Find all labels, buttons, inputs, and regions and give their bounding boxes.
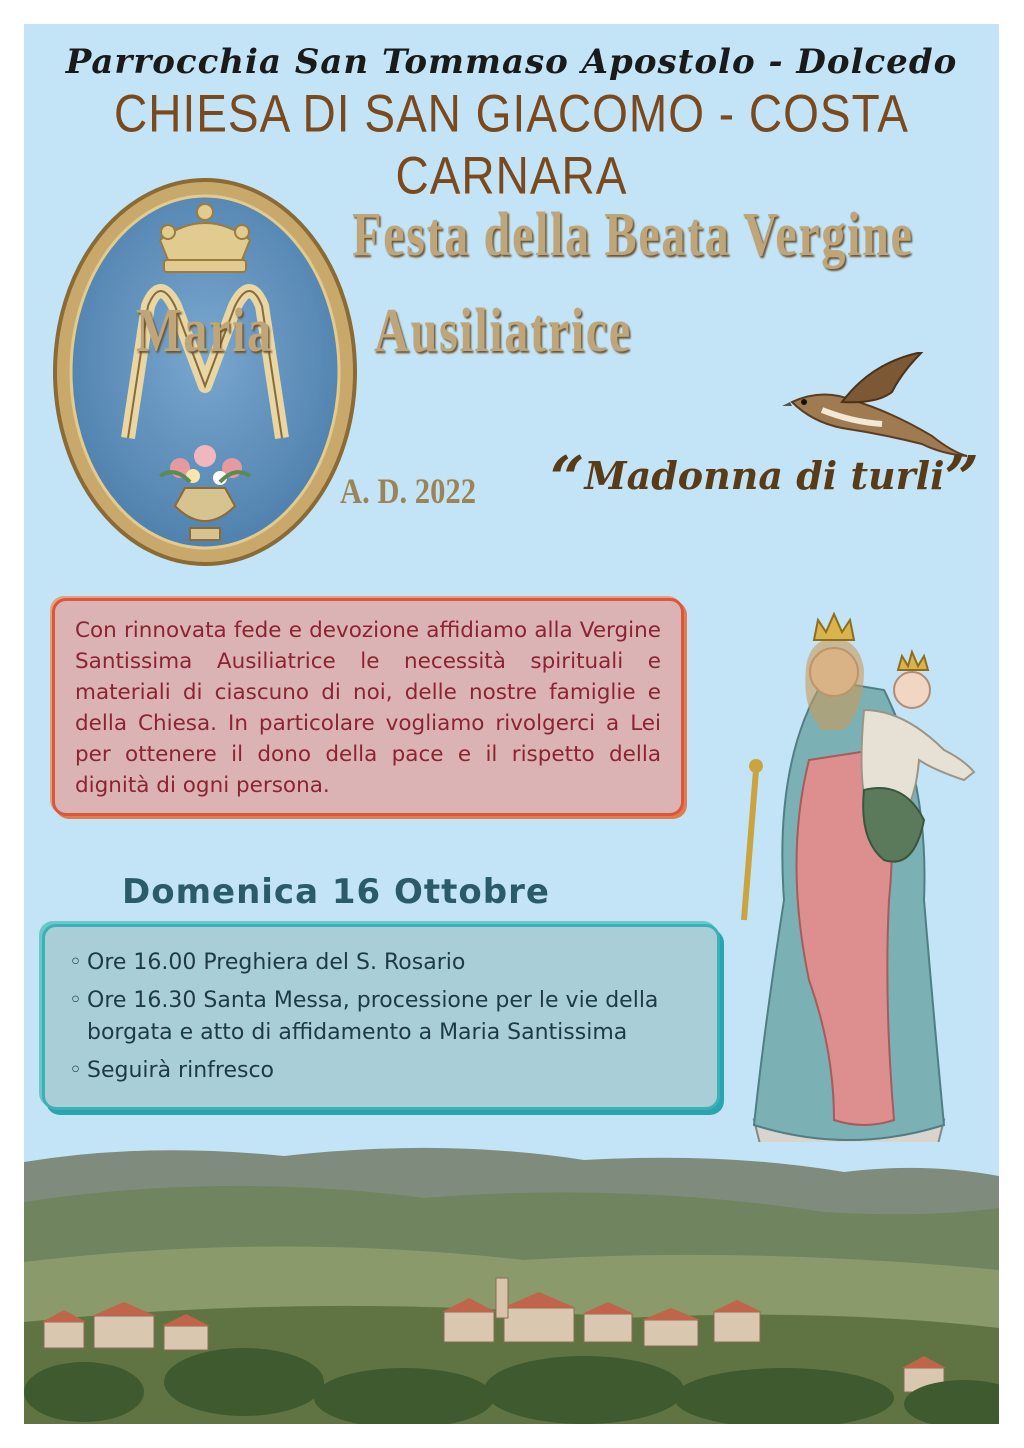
- program-item: ◦ Ore 16.30 Santa Messa, processione per le vie della borgata e atto di affidamento a Maria Santissima: [69, 985, 693, 1049]
- program-item: ◦ Ore 16.00 Preghiera del S. Rosario: [69, 947, 693, 979]
- village-landscape-image: [24, 1142, 999, 1424]
- open-quote: “: [550, 444, 585, 514]
- nickname-text: Madonna di turli: [584, 453, 945, 498]
- madonna-statue-image: [714, 600, 984, 1180]
- nickname-quote: [550, 444, 979, 514]
- poster: [24, 24, 999, 1424]
- intro-text: Con rinnovata fede e devozione affidiamo alla Vergine Santissima Ausiliatrice le necessità spirituali e materiali di ciascuno di noi, delle nostre famiglie e della Chiesa. In particolare vogliamo rivolgerci a Lei per ottenere il dono della pace e il rispetto della dignità di ogni persona.: [75, 618, 661, 798]
- program-list: [69, 947, 693, 1087]
- festa-title-line1: Festa della Beata Vergine: [352, 201, 914, 269]
- parish-title: Parrocchia San Tommaso Apostolo - Dolcedo: [65, 42, 958, 82]
- festa-title-line2: Ausiliatrice: [374, 297, 632, 365]
- intro-box: [52, 598, 684, 816]
- year-label: A. D. 2022: [340, 471, 476, 511]
- event-date: Domenica 16 Ottobre: [122, 872, 550, 912]
- church-title: CHIESA DI SAN GIACOMO - COSTA CARNARA: [114, 83, 909, 205]
- program-item: ◦ Seguirà rinfresco: [69, 1055, 693, 1087]
- program-box: [42, 924, 720, 1110]
- maria-medallion: [50, 176, 360, 568]
- medallion-maria-text: Maria: [136, 297, 273, 365]
- close-quote: ”: [944, 444, 980, 514]
